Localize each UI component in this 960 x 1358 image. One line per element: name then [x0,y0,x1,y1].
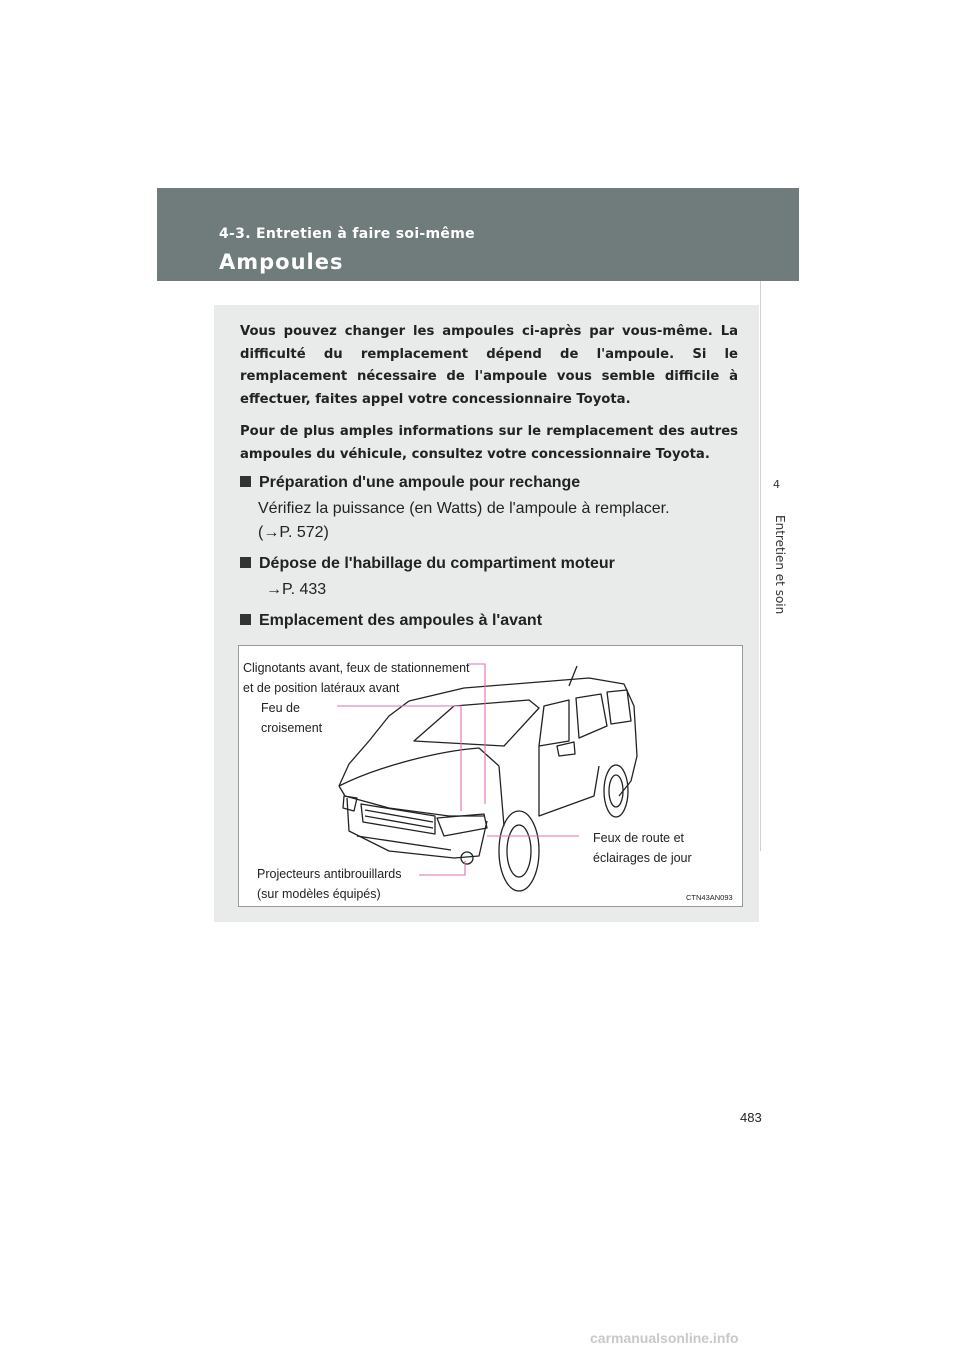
chapter-label: Entretien et soin [773,515,787,615]
square-bullet-icon [240,476,251,487]
intro-paragraph-2: Pour de plus amples informations sur le remplacement des autres ampoules du véhicule, consultez votre concessionnaire Toyota. [240,424,738,462]
section-heading-preparation: Préparation d'une ampoule pour rechange [240,474,580,492]
page-reference-link[interactable]: →P. 433 [266,581,327,598]
callout-feu-croisement: Feu de croisement [261,701,323,735]
page-reference-link[interactable]: (→P. 572) [258,524,329,541]
section-heading-depose: Dépose de l'habillage du compartiment moteur [240,555,615,573]
page-number: 483 [740,1110,762,1125]
section-body-depose [266,578,326,602]
bulb-location-diagram [238,645,743,907]
section-heading-emplacement: Emplacement des ampoules à l'avant [240,612,542,630]
figure-code: CTN43AN093 [686,893,733,902]
callout-projecteurs: Projecteurs antibrouillards (sur modèles équipés) [257,867,402,901]
chapter-number: 4 [773,478,780,491]
intro-paragraph-1: Vous pouvez changer les ampoules ci-après par vous-même. La difficulté du remplacement dépend de l'ampoule. Si le remplacement nécessaire de l'ampoule vous semble difficile à effectuer, faites appel votre concessionnaire Toyota. [240,324,738,407]
square-bullet-icon [240,614,251,625]
section-label: 4-3. Entretien à faire soi-même [219,226,475,242]
callout-clignotants: Clignotants avant, feux de stationnement et de position latéraux avant [243,661,470,695]
section-body-preparation: Vérifiez la puissance (en Watts) de l'ampoule à remplacer. (→P. 572) [258,497,670,545]
callout-feux-route: Feux de route et éclairages de jour [593,831,692,865]
intro-text [240,321,738,476]
watermark: carmanualsonline.info [590,1330,739,1346]
header-band [157,188,799,281]
square-bullet-icon [240,557,251,568]
page-title: Ampoules [219,250,344,274]
